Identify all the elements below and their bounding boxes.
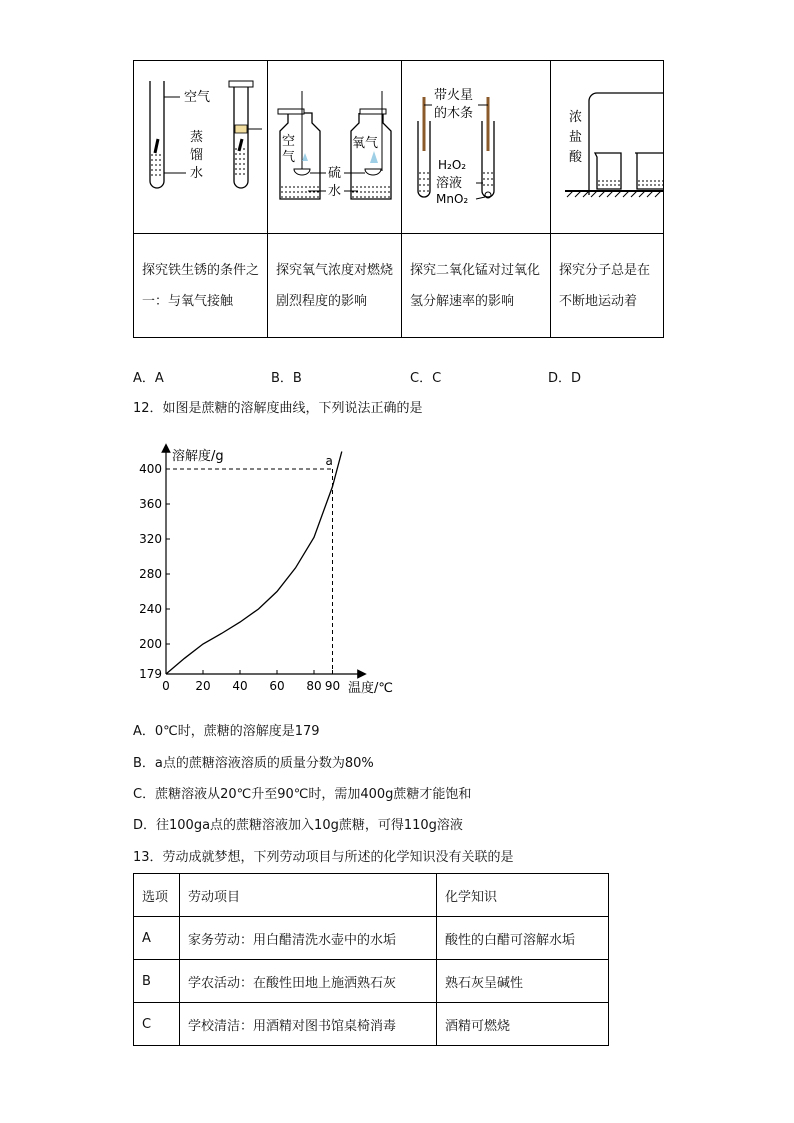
header-option: 选项 bbox=[134, 874, 180, 917]
row-b-option: B bbox=[134, 960, 180, 1003]
table-header-row bbox=[134, 874, 609, 917]
x-tick-label: 90 bbox=[324, 679, 341, 693]
label-glowing-stick-1: 带火星 bbox=[434, 88, 474, 103]
q12-option-d[interactable]: D．往100ga点的蔗糖溶液加入10g蔗糖，可得110g溶液 bbox=[133, 818, 463, 833]
row-a-option: A bbox=[134, 917, 180, 960]
label-sulfur: 硫 bbox=[328, 166, 342, 181]
label-oxygen: 氧气 bbox=[352, 136, 379, 151]
label-air-2: 气 bbox=[282, 150, 296, 165]
row-b-labor: 学农活动：在酸性田地上施洒熟石灰 bbox=[180, 960, 437, 1003]
y-tick-label: 280 bbox=[139, 567, 162, 581]
experiment-a-description: 探究铁生锈的条件之一：与氧气接触 bbox=[134, 234, 268, 338]
label-water: 水 bbox=[328, 184, 342, 199]
molecule-motion-figure bbox=[551, 61, 663, 229]
table-row bbox=[134, 960, 609, 1003]
header-labor-project: 劳动项目 bbox=[180, 874, 437, 917]
label-conc-1: 浓 bbox=[569, 110, 583, 125]
y-tick-label: 400 bbox=[139, 462, 162, 476]
label-glowing-stick-2: 的木条 bbox=[434, 106, 474, 121]
y-tick-label: 200 bbox=[139, 637, 162, 651]
y-tick-label: 320 bbox=[139, 532, 162, 546]
label-distilled-3: 水 bbox=[190, 166, 204, 181]
q12-stem: 12．如图是蔗糖的溶解度曲线，下列说法正确的是 bbox=[133, 401, 423, 416]
x-tick-label: 0 bbox=[162, 679, 170, 693]
label-h2o2: H₂O₂ bbox=[438, 158, 467, 172]
q13-stem: 13．劳动成就梦想，下列劳动项目与所述的化学知识没有关联的是 bbox=[133, 850, 514, 865]
label-air: 空气 bbox=[184, 90, 211, 105]
experiment-b-figure bbox=[268, 61, 402, 234]
experiment-table bbox=[133, 60, 664, 338]
label-solution: 溶液 bbox=[436, 176, 463, 191]
experiment-c-description: 探究二氧化锰对过氧化氢分解速率的影响 bbox=[402, 234, 551, 338]
x-tick-label: 60 bbox=[269, 679, 285, 693]
point-a-label: a bbox=[325, 454, 333, 468]
row-b-knowledge: 熟石灰呈碱性 bbox=[437, 960, 609, 1003]
q12-option-a[interactable]: A．0℃时，蔗糖的溶解度是179 bbox=[133, 724, 320, 739]
experiment-d-figure bbox=[551, 61, 664, 234]
label-mno2: MnO₂ bbox=[436, 192, 469, 206]
y-tick-label: 360 bbox=[139, 497, 162, 511]
solubility-chart bbox=[130, 438, 410, 700]
header-chemistry-knowledge: 化学知识 bbox=[437, 874, 609, 917]
row-a-labor: 家务劳动：用白醋清洗水壶中的水垢 bbox=[180, 917, 437, 960]
label-conc-2: 盐 bbox=[569, 130, 583, 145]
q11-option-b[interactable]: B．B bbox=[271, 371, 302, 386]
row-c-knowledge: 酒精可燃烧 bbox=[437, 1003, 609, 1046]
experiment-a-figure bbox=[134, 61, 268, 234]
label-air-1: 空 bbox=[282, 134, 296, 149]
experiment-c-figure bbox=[402, 61, 551, 234]
x-tick-label: 40 bbox=[232, 679, 248, 693]
solubility-curve bbox=[166, 452, 342, 675]
table-row bbox=[134, 917, 609, 960]
q12-option-c[interactable]: C．蔗糖溶液从20℃升至90℃时，需加400g蔗糖才能饱和 bbox=[133, 787, 472, 802]
experiment-d-description: 探究分子总是在不断地运动着 bbox=[551, 234, 664, 338]
sulfur-combustion-figure bbox=[268, 61, 401, 229]
q11-option-d[interactable]: D．D bbox=[548, 371, 582, 386]
y-tick-label: 179 bbox=[139, 667, 162, 681]
row-a-knowledge: 酸性的白醋可溶解水垢 bbox=[437, 917, 609, 960]
h2o2-decomposition-figure bbox=[402, 61, 550, 229]
row-c-option: C bbox=[134, 1003, 180, 1046]
rusting-test-tubes-figure bbox=[134, 61, 267, 229]
q11-option-a[interactable]: A．A bbox=[133, 371, 164, 386]
y-axis-label: 溶解度/g bbox=[172, 449, 224, 464]
row-c-labor: 学校清洁：用酒精对图书馆桌椅消毒 bbox=[180, 1003, 437, 1046]
experiment-b-description: 探究氧气浓度对燃烧剧烈程度的影响 bbox=[268, 234, 402, 338]
table-row bbox=[134, 1003, 609, 1046]
labor-table bbox=[133, 873, 609, 1046]
x-tick-label: 80 bbox=[306, 679, 322, 693]
q11-option-c[interactable]: C．C bbox=[410, 371, 442, 386]
label-distilled-1: 蒸 bbox=[190, 130, 204, 145]
x-tick-label: 20 bbox=[195, 679, 211, 693]
q12-option-b[interactable]: B．a点的蔗糖溶液溶质的质量分数为80% bbox=[133, 756, 374, 771]
x-axis-label: 温度/℃ bbox=[348, 681, 393, 696]
label-conc-3: 酸 bbox=[569, 150, 583, 165]
y-tick-label: 240 bbox=[139, 602, 162, 616]
label-distilled-2: 馏 bbox=[190, 148, 204, 163]
